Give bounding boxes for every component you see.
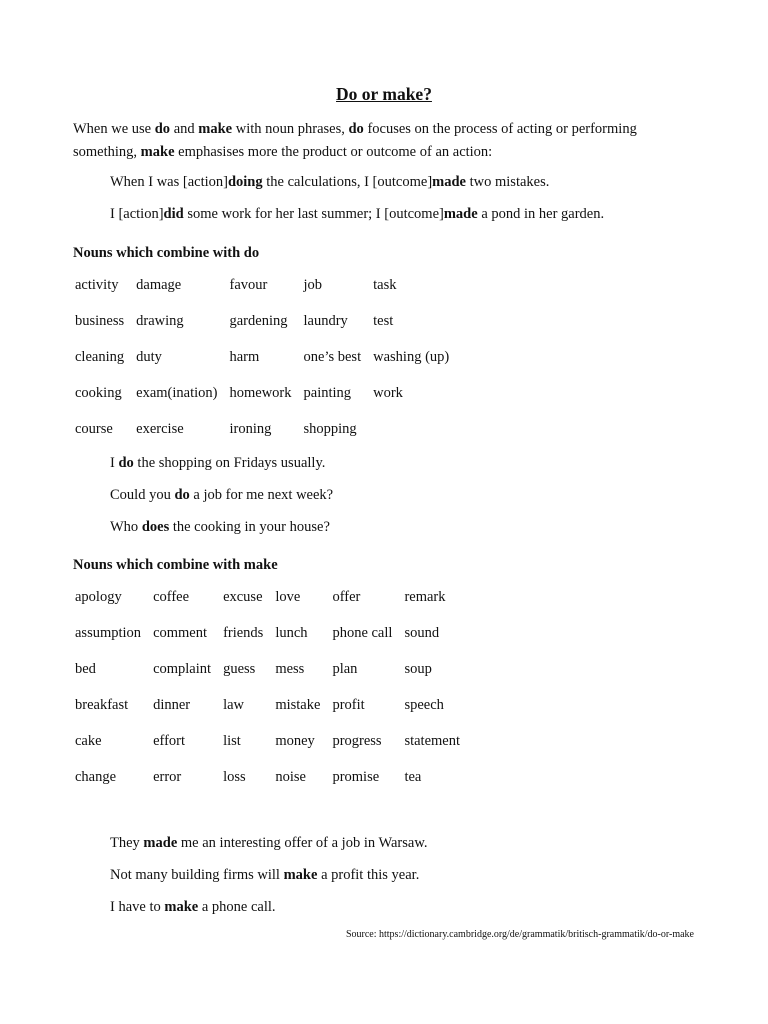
noun-cell: change [75, 768, 117, 785]
noun-cell: washing (up) [373, 348, 450, 365]
noun-cell: exercise [136, 420, 184, 437]
example-text: the cooking in your house? [169, 519, 330, 535]
noun-cell: job [303, 276, 323, 293]
table-row [73, 723, 470, 759]
make-example-1 [110, 835, 428, 852]
example-text: Could you [110, 487, 175, 503]
do-section-heading: Nouns which combine with do [73, 245, 260, 261]
noun-cell: business [75, 312, 125, 329]
noun-cell: cleaning [75, 348, 125, 365]
noun-cell: favour [229, 276, 268, 293]
example-text: I have to [110, 899, 165, 915]
noun-cell: friends [223, 624, 264, 641]
noun-cell: painting [303, 384, 352, 401]
example-text: me an interesting offer of a job in Warsaw. [177, 835, 428, 851]
do-example-1 [110, 455, 325, 472]
noun-cell: mess [275, 660, 305, 677]
example-verb: does [141, 519, 170, 535]
do-example-2 [110, 487, 333, 504]
intro-keyword: do [348, 121, 364, 137]
noun-cell: damage [136, 276, 182, 293]
table-row [73, 375, 459, 411]
intro-text: emphasises more the product or outcome of an action: [174, 143, 493, 160]
noun-cell: plan [332, 660, 358, 677]
do-example-3 [110, 519, 330, 536]
table-row [73, 579, 470, 615]
example-text: I [action] [110, 206, 164, 222]
noun-cell: statement [404, 732, 461, 749]
noun-cell: loss [223, 768, 246, 785]
noun-cell: error [153, 768, 182, 785]
example-verb: did [163, 206, 184, 222]
noun-cell: law [223, 696, 244, 713]
noun-cell: duty [136, 348, 162, 365]
noun-cell: remark [404, 588, 446, 605]
noun-cell: activity [75, 276, 119, 293]
noun-cell: list [223, 732, 241, 749]
example-text: a pond in her garden. [477, 206, 605, 222]
noun-cell: profit [332, 696, 365, 713]
noun-cell: speech [404, 696, 444, 713]
noun-cell: guess [223, 660, 256, 677]
page-title: Do or make? [336, 84, 432, 104]
noun-cell: effort [153, 732, 186, 749]
source-citation: Source: https://dictionary.cambridge.org/de/grammatik/britisch-grammatik/do-or-make [345, 929, 694, 940]
noun-cell: work [373, 384, 403, 401]
noun-cell: ironing [229, 420, 272, 437]
intro-text: When we use [73, 121, 155, 137]
make-example-3 [110, 899, 276, 916]
example-text: the shopping on Fridays usually. [133, 455, 326, 471]
example-text: the calculations, I [outcome] [262, 174, 433, 190]
noun-cell: test [373, 312, 394, 329]
do-nouns-table [73, 267, 459, 447]
example-text: Who [110, 519, 142, 535]
intro-text: with noun phrases, [232, 121, 349, 137]
noun-cell: bed [75, 660, 96, 677]
make-nouns-table [73, 579, 470, 795]
noun-cell: soup [404, 660, 432, 677]
intro-keyword: make [198, 121, 233, 137]
example-verb: made [443, 206, 478, 222]
example-text: a profit this year. [317, 867, 420, 883]
noun-cell: coffee [153, 588, 190, 605]
example-text: a job for me next week? [189, 487, 334, 503]
table-row [73, 411, 459, 447]
example-verb: make [164, 899, 199, 915]
intro-paragraph [73, 118, 663, 163]
example-text: some work for her last summer; I [outcome] [183, 206, 444, 222]
noun-cell: promise [332, 768, 380, 785]
noun-cell: mistake [275, 696, 321, 713]
example-verb: do [118, 455, 134, 471]
intro-example-1 [110, 174, 549, 191]
intro-example-2 [110, 206, 604, 223]
noun-cell: complaint [153, 660, 212, 677]
example-verb: made [143, 835, 178, 851]
noun-cell: cake [75, 732, 102, 749]
noun-cell: comment [153, 624, 208, 641]
noun-cell: offer [332, 588, 361, 605]
example-text: Not many building firms will [110, 867, 284, 883]
table-row [73, 339, 459, 375]
noun-cell [371, 411, 459, 447]
make-section-heading: Nouns which combine with make [73, 557, 278, 573]
noun-cell: task [373, 276, 397, 293]
noun-cell: drawing [136, 312, 184, 329]
intro-keyword: do [154, 121, 171, 137]
example-verb: made [432, 174, 466, 190]
noun-cell: phone call [332, 624, 393, 641]
noun-cell: excuse [223, 588, 263, 605]
table-row [73, 759, 470, 795]
noun-cell: sound [404, 624, 440, 641]
intro-text: focuses on the process of acting or performing something, [73, 121, 637, 160]
noun-cell: lunch [275, 624, 308, 641]
table-row [73, 687, 470, 723]
noun-cell: course [75, 420, 113, 437]
make-nouns-body [73, 579, 470, 795]
noun-cell: cooking [75, 384, 122, 401]
table-row [73, 267, 459, 303]
noun-cell: noise [275, 768, 306, 785]
noun-cell: shopping [303, 420, 357, 437]
example-text: two mistakes. [466, 174, 550, 190]
table-row [73, 615, 470, 651]
noun-cell: breakfast [75, 696, 129, 713]
example-text: I [110, 455, 119, 471]
do-nouns-body [73, 267, 459, 447]
noun-cell: love [275, 588, 301, 605]
noun-cell: money [275, 732, 315, 749]
intro-text: and [170, 121, 199, 137]
intro-keyword: make [140, 143, 175, 160]
noun-cell: progress [332, 732, 382, 749]
table-row [73, 303, 459, 339]
noun-cell: laundry [303, 312, 348, 329]
make-example-2 [110, 867, 419, 884]
noun-cell: harm [229, 348, 260, 365]
noun-cell: assumption [75, 624, 142, 641]
noun-cell: homework [229, 384, 292, 401]
example-verb: do [174, 487, 190, 503]
table-row [73, 651, 470, 687]
noun-cell: exam(ination) [136, 384, 218, 401]
example-verb: make [283, 867, 318, 883]
example-text: a phone call. [198, 899, 276, 915]
example-text: When I was [action] [110, 174, 228, 190]
noun-cell: tea [404, 768, 422, 785]
noun-cell: apology [75, 588, 122, 605]
example-text: They [110, 835, 144, 851]
noun-cell: dinner [153, 696, 191, 713]
noun-cell: one’s best [303, 348, 362, 365]
noun-cell: gardening [229, 312, 288, 329]
example-verb: doing [227, 174, 263, 190]
